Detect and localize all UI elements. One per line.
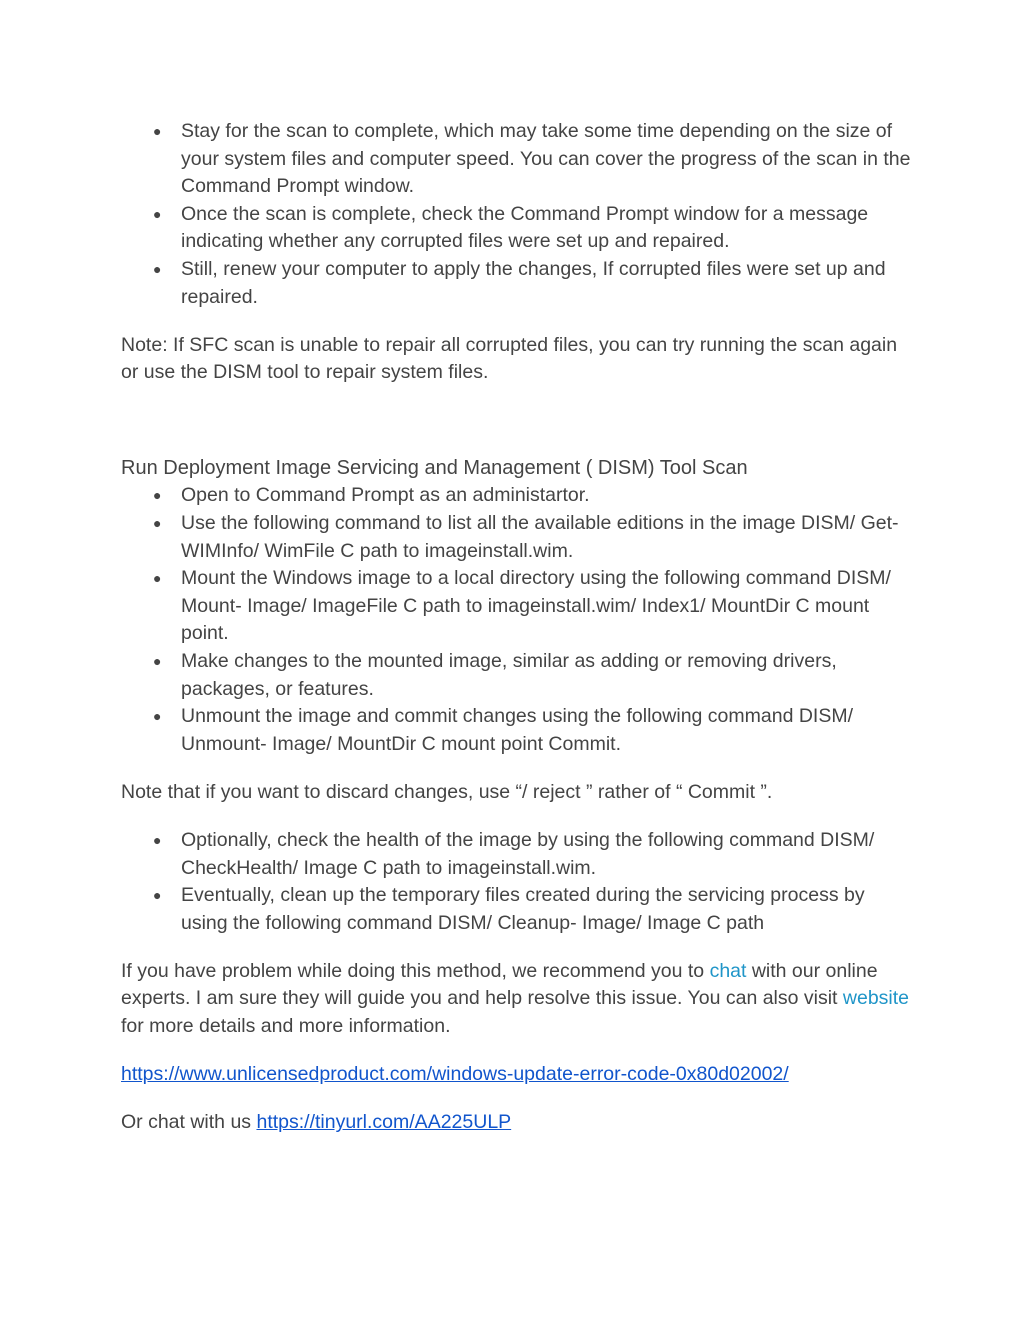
chat-link[interactable]: chat [709, 959, 747, 982]
list-item [121, 256, 911, 311]
list-item-text: Use the following command to list all the available editions in the image DISM/ Get- WIMInfo/ WimFile C path to imageinstall.wim. [181, 512, 899, 562]
list-item-text: Once the scan is complete, check the Command Prompt window for a message indicating whether any corrupted files were set up and repaired. [181, 202, 869, 253]
bullet-icon: ● [153, 260, 162, 277]
article-url-link[interactable]: https://www.unlicensedproduct.com/windows-update-error-code-0x80d02002/ [121, 1063, 789, 1086]
note-sfc: Note: If SFC scan is unable to repair all corrupted files, you can try running the scan again or use the DISM tool to repair system files. [121, 333, 898, 384]
list-item-text: Eventually, clean up the temporary files created during the servicing process by using the following command DISM/ Cleanup- Image/ Image C path [181, 884, 865, 934]
list-item [121, 882, 911, 937]
list-item [121, 510, 911, 565]
bullet-icon: ● [153, 887, 162, 904]
list-item [121, 201, 911, 256]
bullet-icon: ● [153, 708, 162, 725]
closing-paragraph [121, 958, 911, 1041]
bullet-icon: ● [153, 205, 162, 222]
article-url-paragraph [121, 1061, 911, 1089]
list-item [121, 482, 911, 510]
document-content [121, 118, 911, 1137]
website-link[interactable]: website [842, 987, 910, 1010]
list-item-text: Unmount the image and commit changes using the following command DISM/ Unmount- Image/ MountDir C mount point Commit. [181, 705, 853, 755]
bullet-icon: ● [153, 487, 162, 504]
bullet-list-dism [121, 482, 911, 758]
list-item-text: Optionally, check the health of the image by using the following command DISM/ CheckHealth/ Image C path to imageinstall.wim. [181, 828, 875, 879]
list-item-text: Stay for the scan to complete, which may take some time depending on the size of your system files and computer speed. You can cover the progress of the scan in the Command Prompt window. [181, 120, 911, 198]
bullet-icon: ● [153, 831, 162, 848]
list-item-text: Mount the Windows image to a local directory using the following command DISM/ Mount- Image/ ImageFile C path to imageinstall.wim/ Index1/ MountDir C mount point. [181, 567, 891, 645]
list-item [121, 703, 911, 758]
bullet-list-sfc [121, 118, 911, 311]
bullet-icon: ● [153, 123, 162, 139]
closing-text-2: with our online experts. I am sure they will guide you and help resolve this issue. You can also visit [121, 959, 878, 1010]
bullet-icon: ● [153, 653, 162, 669]
section-heading: Run Deployment Image Servicing and Management ( DISM) Tool Scan [121, 456, 748, 479]
note-discard: Note that if you want to discard changes, use “/ reject ” rather of “ Commit ”. [121, 780, 773, 803]
list-item-text: Still, renew your computer to apply the changes, If corrupted files were set up and repaired. [181, 257, 886, 308]
chat-line [121, 1109, 911, 1137]
list-item [121, 118, 911, 201]
list-item-text: Make changes to the mounted image, similar as adding or removing drivers, packages, or features. [181, 650, 837, 700]
list-item [121, 827, 911, 882]
bullet-icon: ● [153, 515, 162, 532]
list-item [121, 565, 911, 648]
closing-text-1: If you have problem while doing this method, we recommend you to [121, 959, 710, 982]
closing-text-3: for more details and more information. [121, 1015, 451, 1038]
chat-line-prefix: Or chat with us [121, 1111, 257, 1134]
bullet-icon: ● [153, 570, 162, 587]
list-item [121, 648, 911, 703]
tinyurl-link[interactable]: https://tinyurl.com/AA225ULP [256, 1111, 512, 1134]
bullet-list-optional [121, 827, 911, 937]
list-item-text: Open to Command Prompt as an administartor. [181, 484, 590, 507]
